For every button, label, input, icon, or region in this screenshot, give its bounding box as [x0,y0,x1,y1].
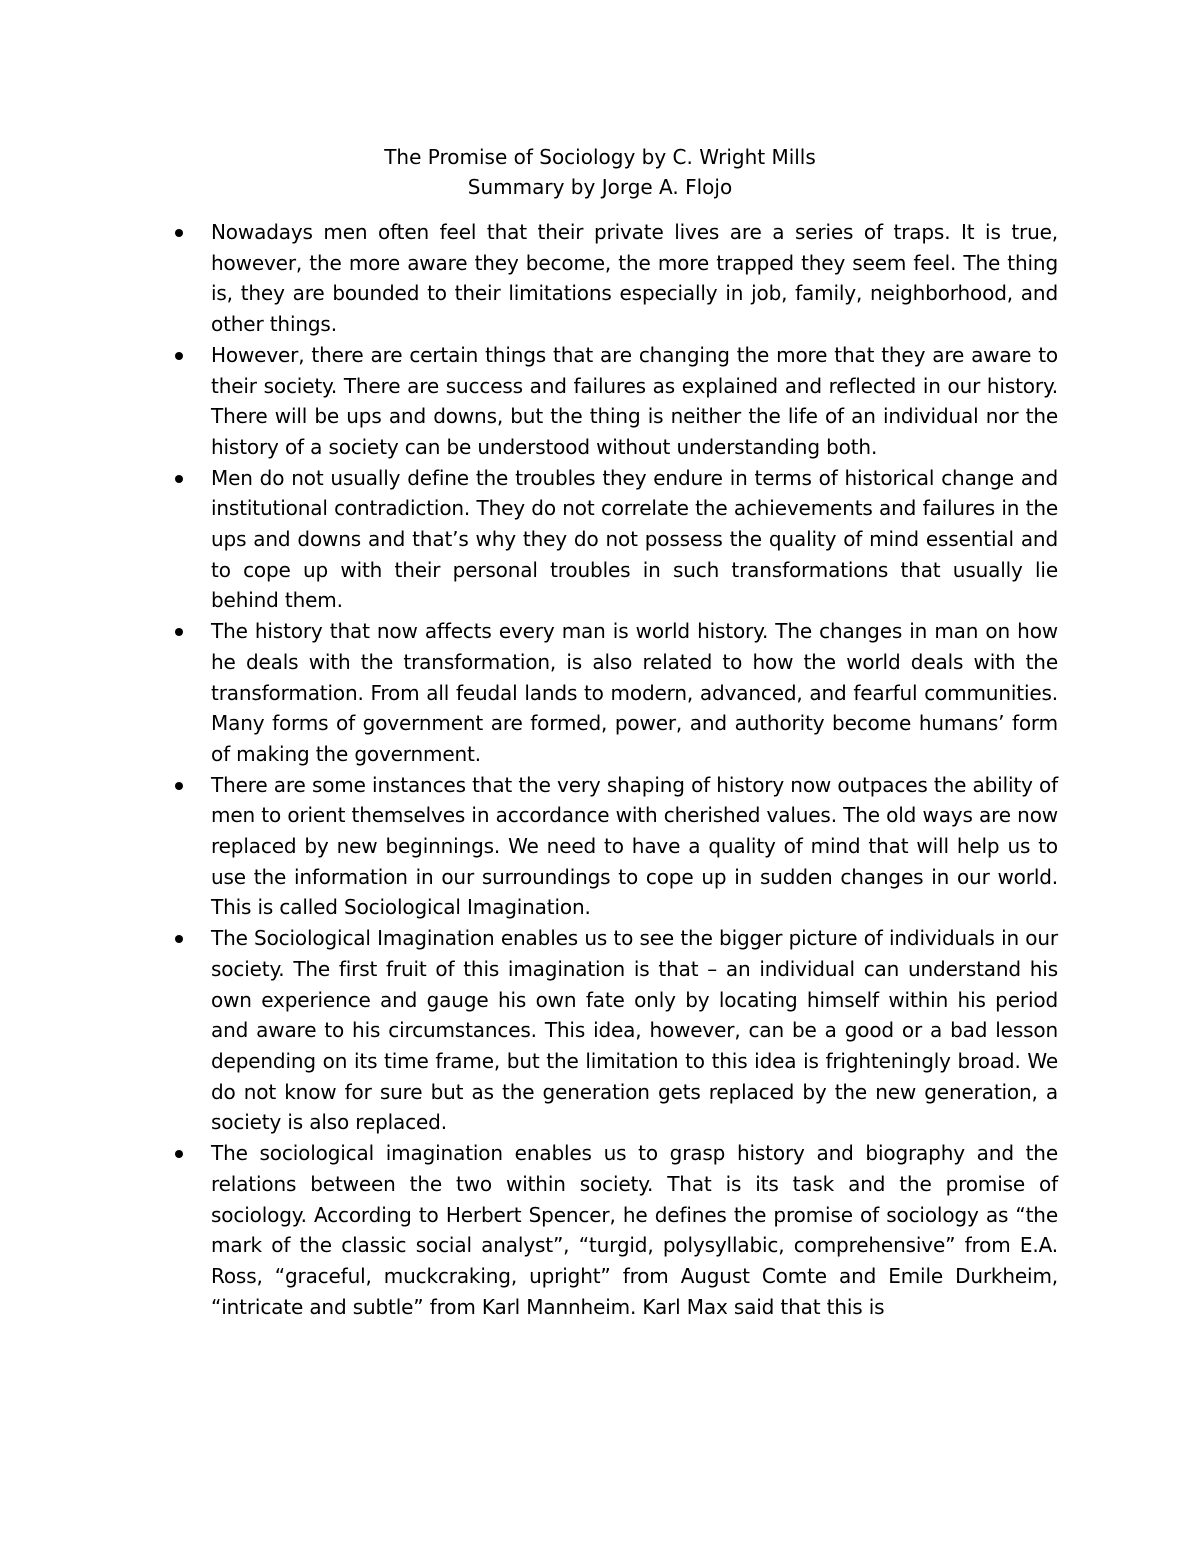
bullet-item [170,217,1058,340]
bullet-text: Nowadays men often feel that their private lives are a series of traps. It is true, however, the more aware they become, the more trapped they seem feel. The thing is, they are bounded to their limitations especially in job, family, neighborhood, and other things. [211,220,1058,337]
bullet-text: The history that now affects every man is world history. The changes in man on how he deals with the transformation, is also related to how the world deals with the transformation. From all feudal lands to modern, advanced, and fearful communities. Many forms of government are formed, power, and authority become humans’ form of making the government. [211,619,1058,766]
bullet-list [170,217,1058,1322]
bullet-text: Men do not usually define the troubles they endure in terms of historical change and institutional contradiction. They do not correlate the achievements and failures in the ups and downs and that’s why they do not possess the quality of mind essential and to cope up with their personal troubles in such transformations that usually lie behind them. [211,465,1058,613]
bullet-icon [175,475,183,483]
bullet-text: The Sociological Imagination enables us to see the bigger picture of individuals in our society. The first fruit of this imagination is that – an individual can understand his own experience and gauge his own fate only by locating himself within his period and aware to his circumstances. This idea, however, can be a good or a bad lesson depending on its time frame, but the limitation to this idea is frighteningly broad. We do not know for sure but as the generation gets replaced by the new generation, a society is also replaced. [211,926,1058,1135]
bullet-text: However, there are certain things that are changing the more that they are aware to their society. There are success and failures as explained and reflected in our history. There will be ups and downs, but the thing is neither the life of an individual nor the history of a society can be understood without understanding both. [211,342,1058,459]
bullet-item [170,1138,1058,1322]
bullet-icon [175,935,183,943]
bullet-icon [175,352,183,360]
bullet-item [170,616,1058,770]
bullet-icon [175,628,183,636]
bullet-icon [175,1150,183,1158]
bullet-icon [175,782,183,790]
bullet-item [170,463,1058,617]
bullet-text: The sociological imagination enables us to grasp history and biography and the relations between the two within society. That is its task and the promise of sociology. According to Herbert Spencer, he defines the promise of sociology as “the mark of the classic social analyst”, “turgid, polysyllabic, comprehensive” from E.A. Ross, “graceful, muckcraking, upright” from August Comte and Emile Durkheim, “intricate and subtle” from Karl Mannheim. Karl Max said that this is [211,1141,1058,1319]
document-title: The Promise of Sociology by C. Wright Mills [384,145,816,169]
bullet-item [170,923,1058,1138]
bullet-item [170,340,1058,463]
document-subtitle: Summary by Jorge A. Flojo [467,175,733,199]
bullet-icon [175,229,183,237]
document-header [0,142,1200,202]
bullet-item [170,770,1058,924]
bullet-text: There are some instances that the very shaping of history now outpaces the ability of men to orient themselves in accordance with cherished values. The old ways are now replaced by new beginnings. We need to have a quality of mind that will help us to use the information in our surroundings to cope up in sudden changes in our world. This is called Sociological Imagination. [211,772,1058,920]
